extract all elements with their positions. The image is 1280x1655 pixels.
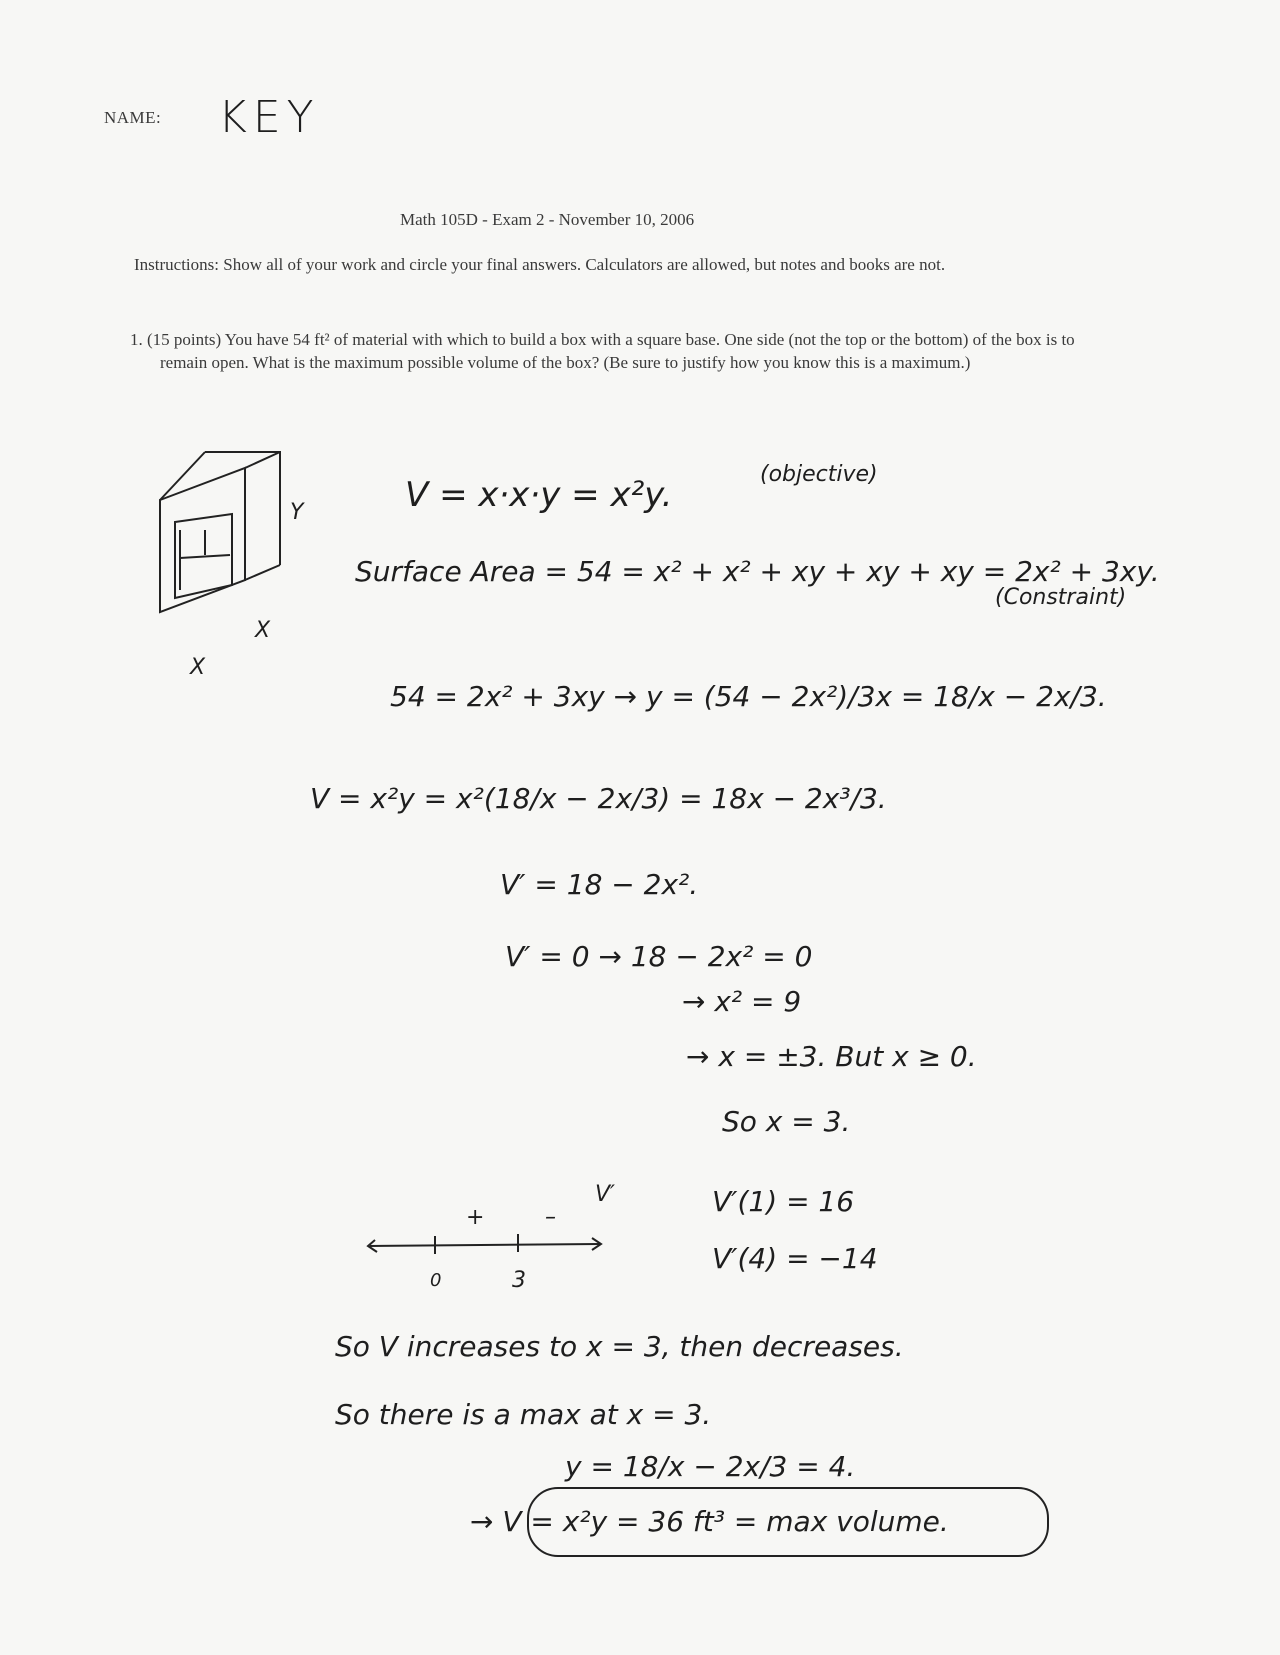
x-squared: → x² = 9 <box>682 985 802 1018</box>
problem-1: 1. (15 points) You have 54 ft² of material with which to build a box with a square base. One side (not the top or the bottom) of the box is to remain open. What is the maximum possible volume of the box? (Be sure to justify how you know this is a maximum.) <box>130 330 1075 372</box>
label-x-front: X <box>190 655 206 680</box>
instructions: Instructions: Show all of your work and circle your final answers. Calculators are allowed, but notes and books are not. <box>134 255 946 274</box>
objective-equation: V = x·x·y = x²y. <box>405 475 673 515</box>
conclusion-2: So there is a max at x = 3. <box>335 1398 712 1431</box>
sign-chart-line <box>368 1234 601 1254</box>
sign-minus: – <box>545 1205 556 1230</box>
label-y: Y <box>290 500 304 525</box>
test-value-2: V′(4) = −14 <box>712 1242 878 1275</box>
exam-title: Math 105D - Exam 2 - November 10, 2006 <box>400 210 695 229</box>
label-x-side: X <box>255 618 271 643</box>
volume-function: V = x²y = x²(18/x − 2x/3) = 18x − 2x³/3. <box>310 782 887 815</box>
sign-chart-label: V′ <box>595 1182 616 1207</box>
name-label: NAME: <box>104 108 162 127</box>
x-plus-minus: → x = ±3. But x ≥ 0. <box>686 1040 977 1073</box>
y-value: y = 18/x − 2x/3 = 4. <box>565 1450 856 1483</box>
derivative: V′ = 18 − 2x². <box>500 868 699 901</box>
conclusion-1: So V increases to x = 3, then decreases. <box>335 1330 904 1363</box>
x-equals-3: So x = 3. <box>722 1105 851 1138</box>
solve-for-y: 54 = 2x² + 3xy → y = (54 − 2x²)/3x = 18/x − 2x/3. <box>390 680 1107 713</box>
tick-0: 0 <box>430 1270 442 1291</box>
critical-equation: V′ = 0 → 18 − 2x² = 0 <box>505 940 813 973</box>
surface-area-equation: Surface Area = 54 = x² + x² + xy + xy + xy = 2x² + 3xy. <box>355 555 1160 588</box>
tick-3: 3 <box>512 1268 526 1293</box>
final-answer: → V = x²y = 36 ft³ = max volume. <box>470 1505 949 1538</box>
test-value-1: V′(1) = 16 <box>712 1185 855 1218</box>
name-value: KEY <box>218 92 320 143</box>
sign-plus: + <box>466 1205 485 1230</box>
objective-note: (objective) <box>760 462 878 487</box>
constraint-note: (Constraint) <box>995 585 1127 610</box>
